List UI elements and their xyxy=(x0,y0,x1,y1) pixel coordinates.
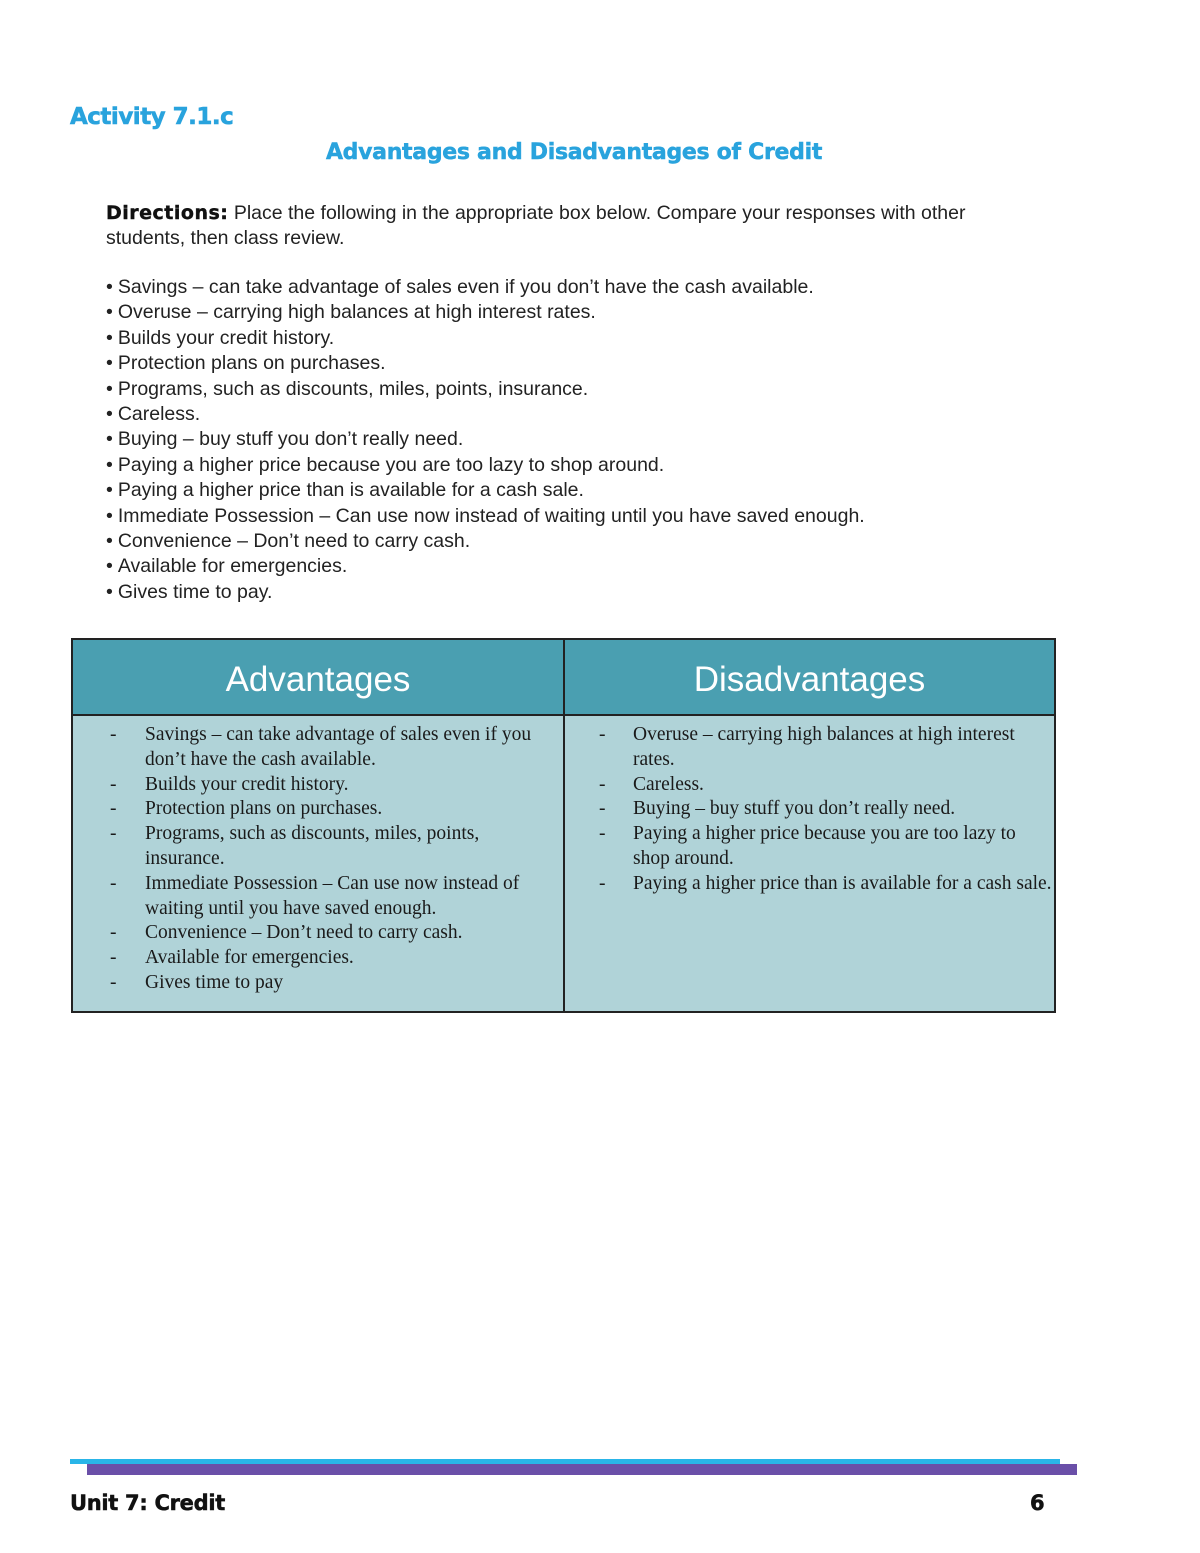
item-list xyxy=(106,275,865,605)
disadvantages-header: Disadvantages xyxy=(693,660,926,699)
table-list-item xyxy=(565,822,1055,872)
table-list-item xyxy=(73,946,563,971)
table-item-text: Available for emergencies. xyxy=(145,947,354,969)
bullet-icon: • xyxy=(106,580,113,603)
table-list-item xyxy=(73,872,563,922)
list-item-text: Paying a higher price because you are too lazy to shop around. xyxy=(117,453,665,476)
table-item-text: Careless. xyxy=(633,773,704,795)
dash-marker: - xyxy=(110,823,117,845)
list-item xyxy=(106,300,865,325)
dash-marker: - xyxy=(599,798,606,820)
bullet-icon: • xyxy=(106,479,113,502)
dash-marker: - xyxy=(599,773,606,795)
directions xyxy=(106,201,1046,251)
bullet-icon: • xyxy=(106,276,113,298)
bullet-icon: • xyxy=(106,428,113,451)
disadvantages-list xyxy=(565,723,1055,897)
dash-marker: - xyxy=(110,872,117,894)
list-item-text: Builds your credit history. xyxy=(117,326,335,349)
list-item xyxy=(106,326,865,351)
list-item xyxy=(106,402,865,427)
footer-unit: Unit 7: Credit xyxy=(70,1491,225,1515)
table-item-text: Programs, such as discounts, miles, points, insurance. xyxy=(145,823,480,869)
list-item-text: Convenience – Don’t need to carry cash. xyxy=(117,530,471,553)
list-item-text: Protection plans on purchases. xyxy=(117,352,386,375)
table-item-text: Savings – can take advantage of sales even if you don’t have the cash available. xyxy=(145,724,532,770)
table-item-text: Builds your credit history. xyxy=(145,773,349,795)
table-list-item xyxy=(73,971,563,996)
list-item xyxy=(106,275,865,300)
list-item xyxy=(106,427,865,452)
table-item-text: Paying a higher price than is available for a cash sale. xyxy=(633,872,1052,894)
list-item xyxy=(106,351,865,376)
table-list-item xyxy=(565,723,1055,773)
bullet-icon: • xyxy=(106,352,113,375)
dash-marker: - xyxy=(599,872,606,894)
list-item-text: Savings – can take advantage of sales even if you don’t have the cash available. xyxy=(117,276,814,298)
list-item-text: Paying a higher price than is available for a cash sale. xyxy=(117,479,584,502)
dash-marker: - xyxy=(110,971,117,993)
list-item xyxy=(106,580,865,605)
table-list-item xyxy=(565,797,1055,822)
table-list-item xyxy=(73,723,563,773)
list-item xyxy=(106,554,865,579)
table-item-text: Overuse – carrying high balances at high interest rates. xyxy=(633,724,1015,770)
page-number: 6 xyxy=(1030,1491,1045,1515)
dash-marker: - xyxy=(110,773,117,795)
table-list-item xyxy=(73,822,563,872)
table-item-text: Paying a higher price because you are too lazy to shop around. xyxy=(633,823,1016,869)
bullet-icon: • xyxy=(106,555,113,578)
list-item xyxy=(106,504,865,529)
dash-marker: - xyxy=(110,724,117,745)
bullet-icon: • xyxy=(106,453,113,476)
directions-label: Directions: xyxy=(106,202,229,224)
table-item-text: Gives time to pay xyxy=(145,971,284,993)
table-item-text: Convenience – Don’t need to carry cash. xyxy=(145,922,463,944)
table-item-text: Immediate Possession – Can use now instead of waiting until you have saved enough. xyxy=(145,872,520,919)
sort-table xyxy=(71,638,1056,1013)
list-item xyxy=(106,377,865,402)
footer-rule-purple xyxy=(87,1464,1077,1475)
list-item-text: Available for emergencies. xyxy=(117,555,348,578)
list-item xyxy=(106,529,865,554)
bullet-icon: • xyxy=(106,530,113,553)
dash-marker: - xyxy=(110,947,117,969)
table-list-item xyxy=(565,773,1055,798)
bullet-icon: • xyxy=(106,403,113,426)
dash-marker: - xyxy=(599,823,606,845)
table-list-item xyxy=(565,872,1055,897)
list-item-text: Programs, such as discounts, miles, points, insurance. xyxy=(117,377,589,400)
bullet-icon: • xyxy=(106,326,113,349)
table-list-item xyxy=(73,797,563,822)
bullet-icon: • xyxy=(106,377,113,400)
advantages-list xyxy=(73,723,563,996)
bullet-icon: • xyxy=(106,504,113,527)
dash-marker: - xyxy=(110,922,117,944)
list-item-text: Immediate Possession – Can use now instead of waiting until you have saved enough. xyxy=(117,504,865,527)
list-item-text: Overuse – carrying high balances at high interest rates. xyxy=(117,301,596,324)
bullet-icon: • xyxy=(106,301,113,324)
table-list-item xyxy=(73,773,563,798)
dash-marker: - xyxy=(599,724,606,745)
advantages-header: Advantages xyxy=(225,660,411,699)
list-item xyxy=(106,453,865,478)
page-title: Advantages and Disadvantages of Credit xyxy=(325,140,823,165)
activity-label: Activity 7.1.c xyxy=(70,104,234,130)
list-item-text: Gives time to pay. xyxy=(117,580,273,603)
dash-marker: - xyxy=(110,798,117,820)
list-item-text: Buying – buy stuff you don’t really need. xyxy=(117,428,464,451)
table-list-item xyxy=(73,921,563,946)
list-item xyxy=(106,478,865,503)
table-item-text: Protection plans on purchases. xyxy=(145,798,383,820)
table-item-text: Buying – buy stuff you don’t really need. xyxy=(633,798,956,820)
list-item-text: Careless. xyxy=(117,403,201,426)
directions-text: Place the following in the appropriate box below. Compare your responses with other students, then class review. xyxy=(106,202,966,249)
